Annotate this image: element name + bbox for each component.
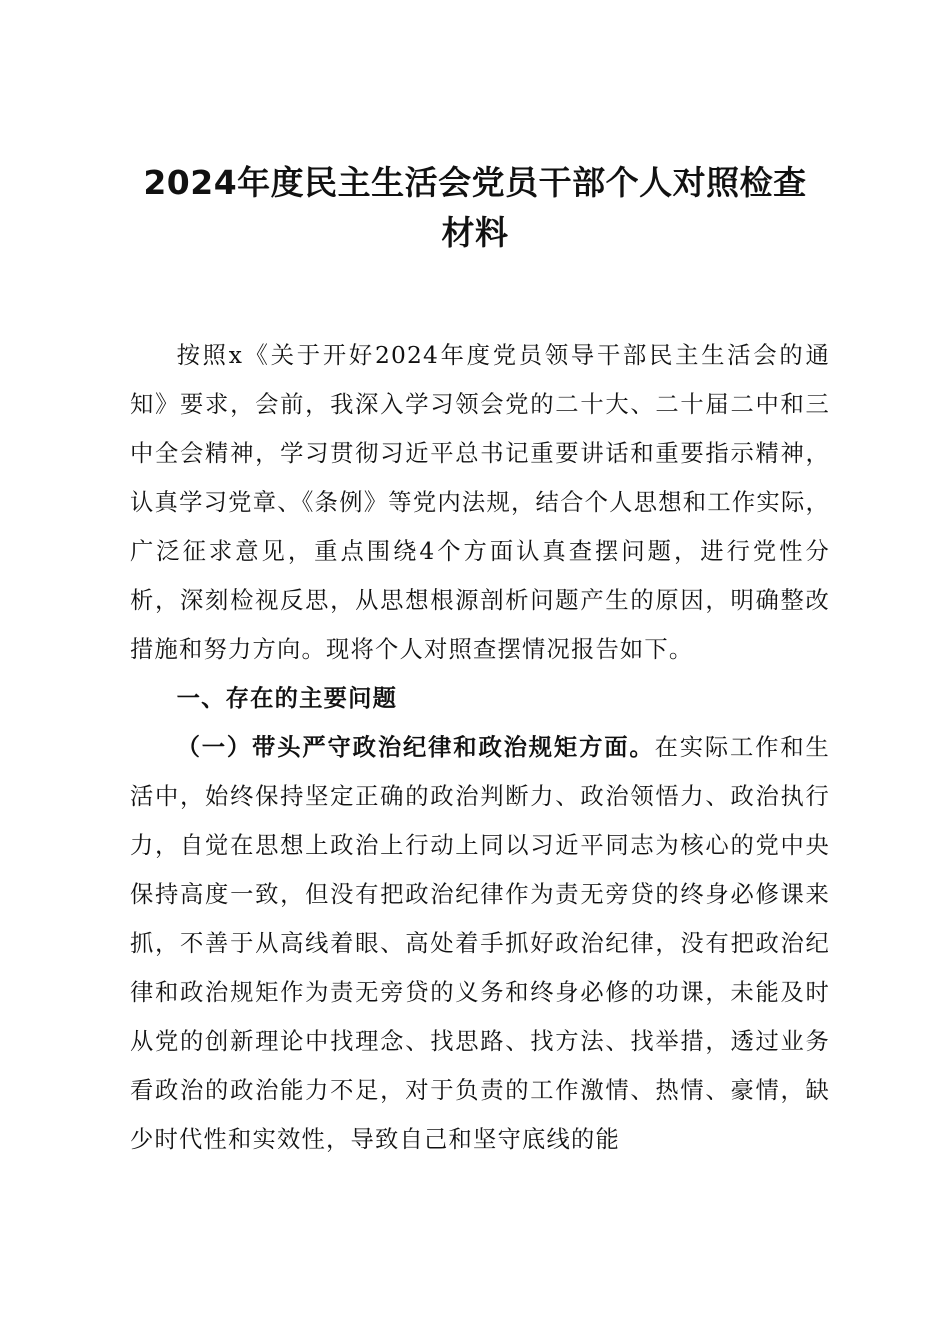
section-heading: 一、存在的主要问题	[176, 685, 398, 712]
document-body	[130, 331, 830, 1164]
title-line-1: 2024年度民主生活会党员干部个人对照检查	[143, 163, 807, 202]
subsection-text: 在实际工作和生活中，始终保持坚定正确的政治判断力、政治领悟力、政治执行力，自觉在思想上政治上行动上同以习近平同志为核心的党中央保持高度一致，但没有把政治纪律作为责无旁贷的终身必修课来抓，不善于从高线着眼、高处着手抓好政治纪律，没有把政治纪律和政治规矩作为责无旁贷的义务和终身必修的功课，未能及时从党的创新理论中找理念、找思路、找方法、找举措，透过业务看政治的政治能力不足，对于负责的工作激情、热情、豪情，缺少时代性和实效性，导致自己和坚守底线的能	[130, 734, 830, 1153]
subsection-heading: （一）带头严守政治纪律和政治规矩方面。	[176, 734, 655, 761]
intro-paragraph: 按照x《关于开好2024年度党员领导干部民主生活会的通知》要求，会前，我深入学习领会党的二十大、二十届二中和三中全会精神，学习贯彻习近平总书记重要讲话和重要指示精神，认真学习党章、《条例》等党内法规，结合个人思想和工作实际，广泛征求意见，重点围绕4个方面认真查摆问题，进行党性分析，深刻检视反思，从思想根源剖析问题产生的原因，明确整改措施和努力方向。现将个人对照查摆情况报告如下。	[130, 342, 830, 663]
subsection-paragraph	[130, 723, 830, 1164]
title-line-2: 材料	[441, 213, 509, 252]
document-title	[100, 158, 850, 258]
